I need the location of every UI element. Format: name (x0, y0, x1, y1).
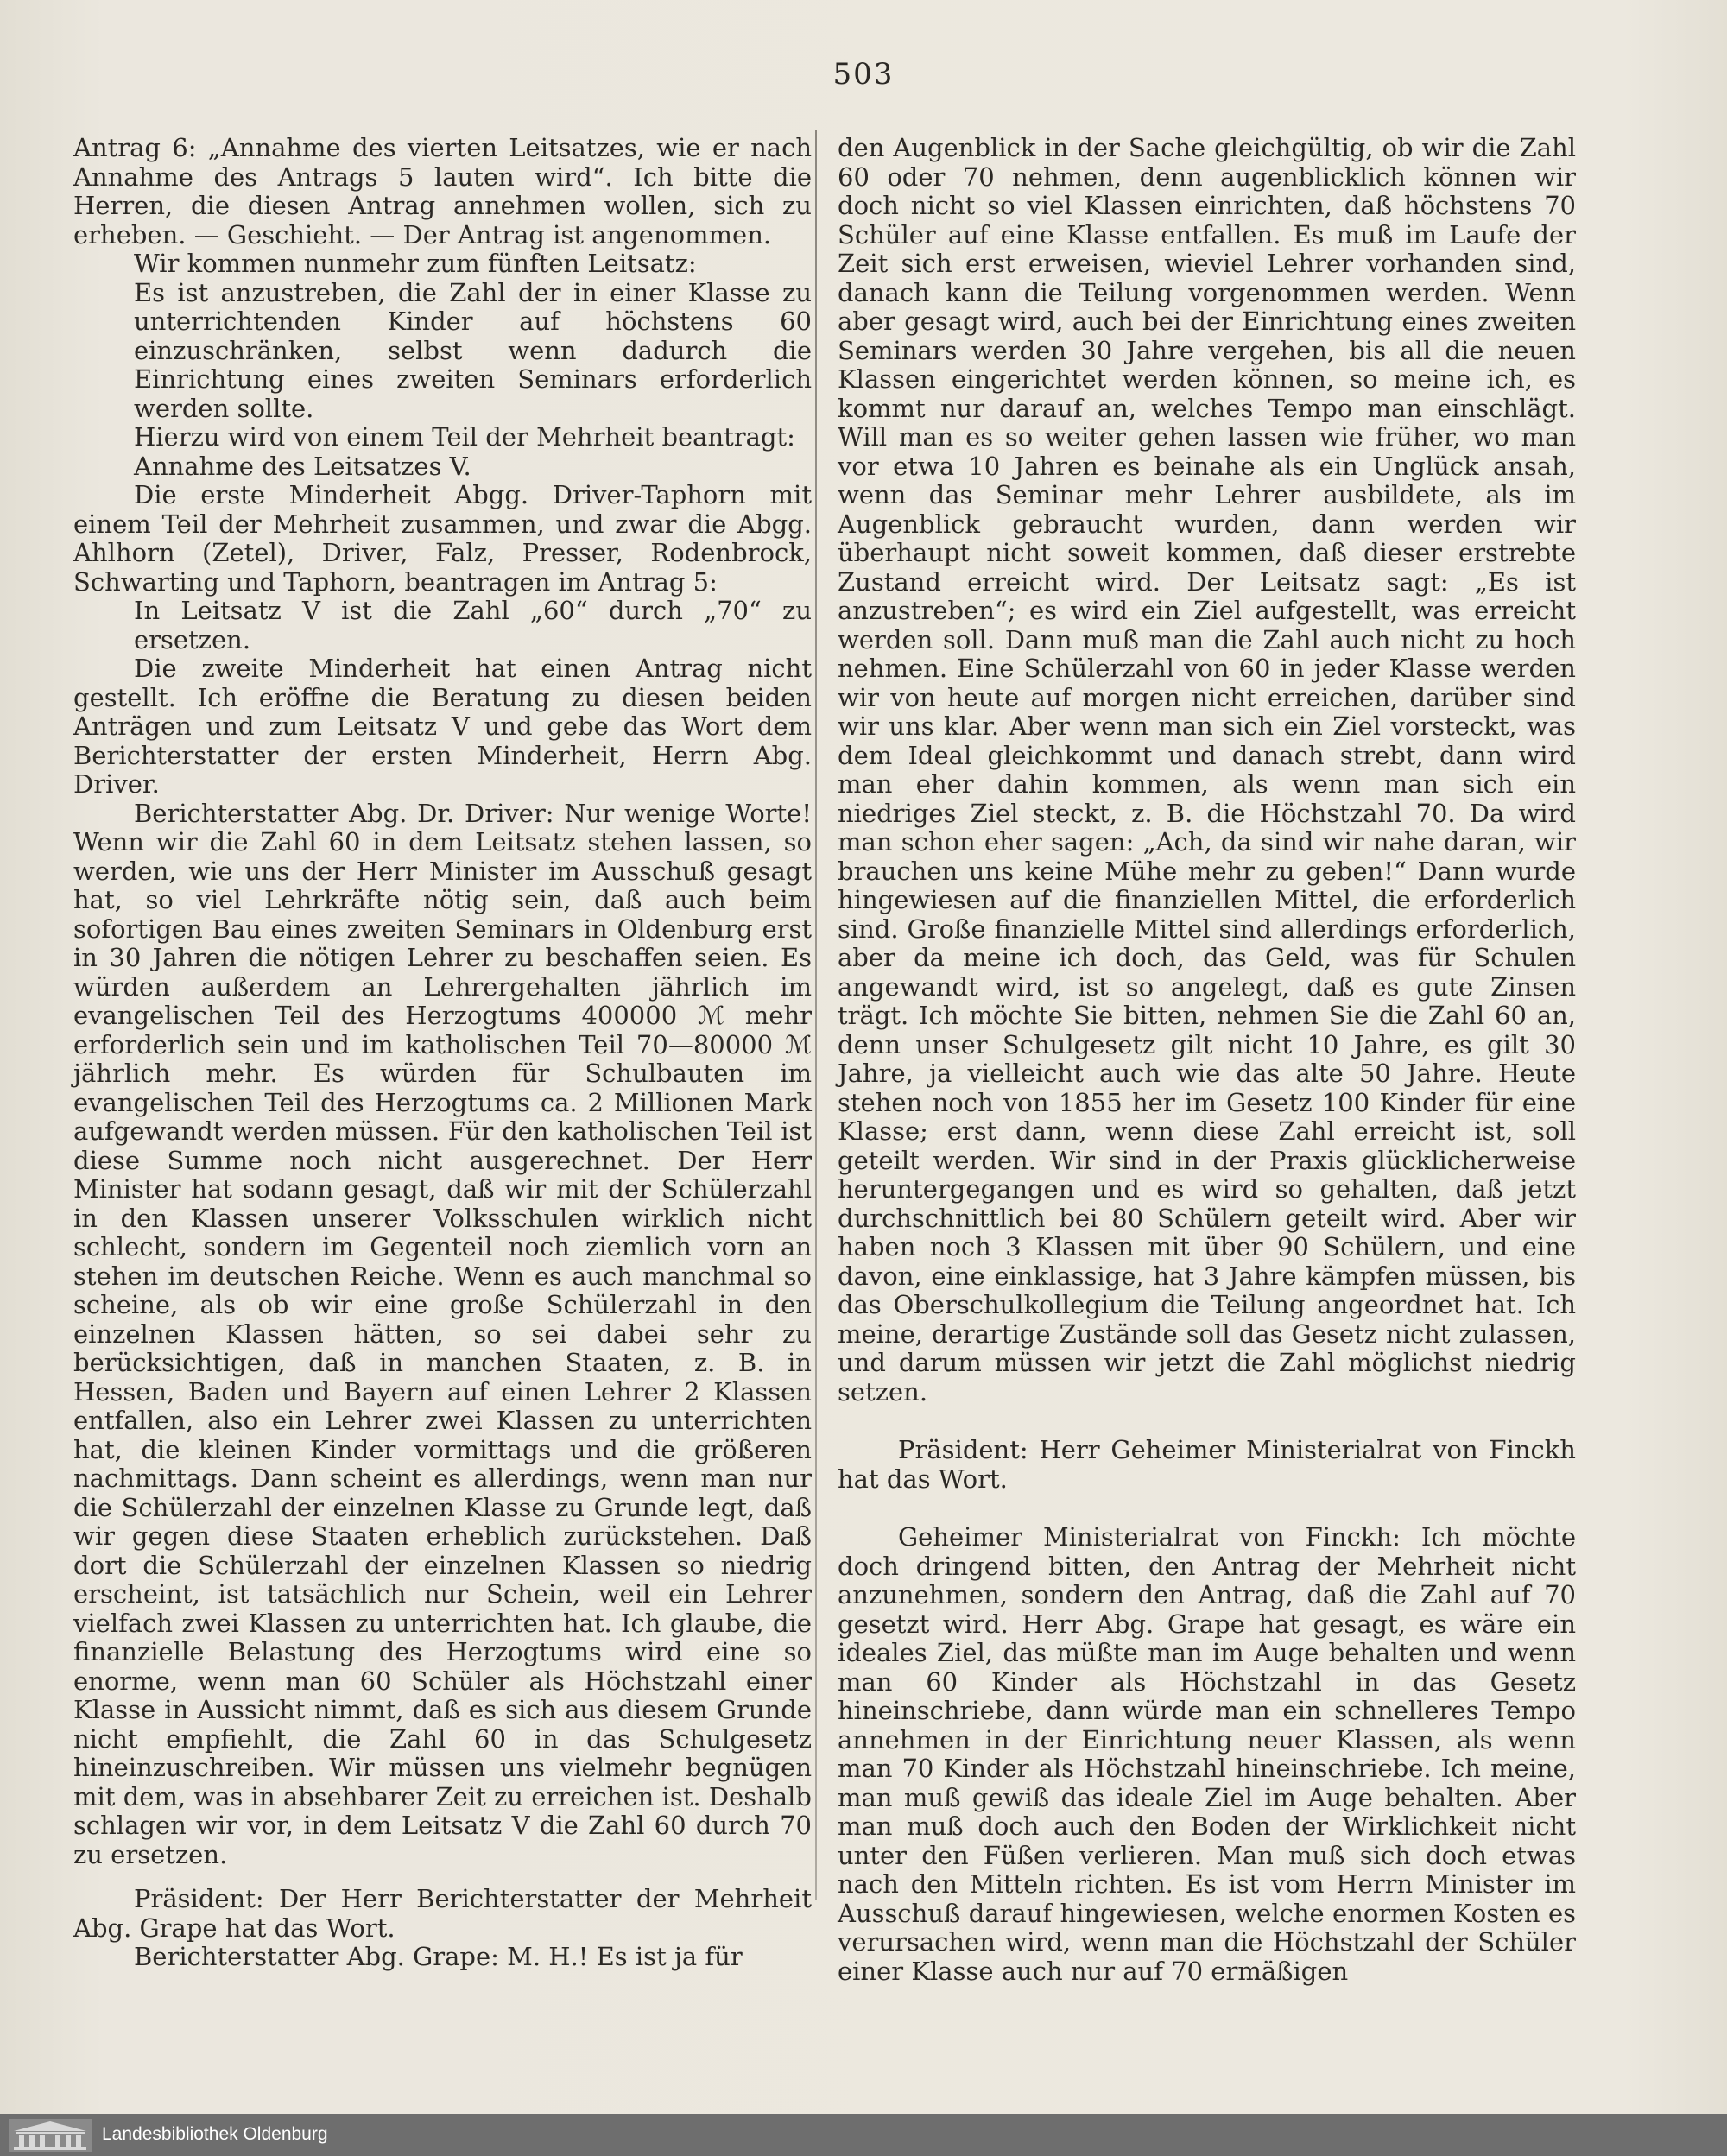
paragraph: Die zweite Minderheit hat einen Antrag nicht gestellt. Ich eröffne die Beratung zu diesen beiden Anträgen und zum Leitsatz V und gebe das Wort dem Berichterstatter der ersten Minderheit, Herrn Abg. Driver. (73, 654, 812, 799)
quoted-thesis: Es ist anzustreben, die Zahl der in einer Klasse zu unterrichtenden Kinder auf höchstens 60 einzuschränken, selbst wenn dadurch die Einrichtung eines zweiten Seminars erforderlich werden sollte. (134, 277, 812, 423)
speech-driver: Berichterstatter Abg. Dr. Driver: Nur wenige Worte! Wenn wir die Zahl 60 in dem Leitsatz stehen lassen, so werden, wie uns der Herr Minister im Ausschuß gesagt hat, so viel Lehrkräfte nötig sein, daß auch beim sofortigen Bau eines zweiten Seminars in Oldenburg erst in 30 Jahren die nötigen Lehrer zu beschaffen seien. Es würden außerdem an Lehrergehalten jährlich im evangelischen Teil des Herzogtums 400000 ℳ mehr erforderlich sein und im katholischen Teil 70—80000 ℳ jährlich mehr. Es würden für Schulbauten im evangelischen Teil des Herzogtums ca. 2 Millionen Mark aufgewandt werden müssen. Für den katholischen Teil ist diese Summe noch nicht ausgerechnet. Der Herr Minister hat sodann gesagt, daß wir mit der Schülerzahl in den Klassen unserer Volksschulen wirklich nicht schlecht, sondern im Gegenteil noch ziemlich vorn an stehen im deutschen Reiche. Wenn es auch manchmal so scheine, als ob wir eine große Schülerzahl in den einzelnen Klassen hätten, so sei dabei sehr zu berücksichtigen, daß in manchen Staaten, z. B. in Hessen, Baden und Bayern auf einen Lehrer 2 Klassen entfallen, also ein Lehrer zwei Klassen zu unterrichten hat, die kleinen Kinder vormittags und die größeren nachmittags. Dann scheint es allerdings, wenn man nur die Schülerzahl der einzelnen Klasse zu Grunde legt, daß wir gegen diese Staaten erheblich zurückstehen. Daß dort die Schülerzahl der einzelnen Klassen so niedrig erscheint, ist tatsächlich nur Schein, weil ein Lehrer vielfach zwei Klassen zu unterrichten hat. Ich glaube, die finanzielle Belastung des Herzogtums wird eine so enorme, wenn man 60 Schüler als Höchstzahl einer Klasse in Aussicht nimmt, daß es sich aus diesem Grunde nicht empfiehlt, die Zahl 60 in das Schulgesetz hineinzuschreiben. Wir müssen uns vielmehr begnügen mit dem, was in absehbarer Zeit zu erreichen ist. Deshalb schlagen wir vor, in dem Leitsatz V die Zahl 60 durch 70 zu ersetzen. (73, 798, 812, 1869)
page-number: 503 (832, 57, 895, 92)
column-divider (815, 130, 817, 1900)
speech-finckh: Geheimer Ministerialrat von Finckh: Ich möchte doch dringend bitten, den Antrag der Mehrheit nicht anzunehmen, sondern den Antrag, daß die Zahl auf 70 gesetzt wird. Herr Abg. Grape hat gesagt, es wäre ein ideales Ziel, das müßte man im Auge behalten und wenn man 60 Kinder als Höchstzahl in das Gesetz hineinschriebe, dann würde man ein schnelleres Tempo annehmen in der Einrichtung neuer Klassen, als wenn man 70 Kinder als Höchstzahl hineinschriebe. Ich meine, man muß gewiß das ideale Ziel im Auge behalten. Aber man muß doch auch den Boden der Wirklichkeit nicht unter den Füßen verlieren. Man muß sich doch etwas nach den Mitteln richten. Es ist vom Herrn Minister im Ausschuß darauf hingewiesen, welche enormen Kosten es verursachen wird, wenn man die Höchstzahl der Schüler einer Klasse auch nur auf 70 ermäßigen (838, 1522, 1576, 1986)
speech-president: Präsident: Der Herr Berichterstatter der Mehrheit Abg. Grape hat das Wort. (73, 1884, 812, 1943)
speech-president: Präsident: Herr Geheimer Ministerialrat von Finckh hat das Wort. (838, 1435, 1576, 1494)
library-footer (0, 2114, 1727, 2156)
right-column (838, 134, 1576, 1986)
library-building-icon (9, 2119, 92, 2152)
paragraph: den Augenblick in der Sache gleichgültig, ob wir die Zahl 60 oder 70 nehmen, denn augenblicklich können wir doch nicht so viel Klassen einrichten, daß höchstens 70 Schüler auf eine Klasse entfallen. Es muß im Laufe der Zeit sich erst erweisen, wieviel Lehrer vorhanden sind, danach kann die Teilung vorgenommen werden. Wenn aber gesagt wird, auch bei der Einrichtung eines zweiten Seminars werden 30 Jahre vergehen, bis all die neuen Klassen eingerichtet werden können, so meine ich, es kommt nur darauf an, welches Tempo man einschlägt. Will man es so weiter gehen lassen wie früher, wo man vor etwa 10 Jahren es beinahe als ein Unglück ansah, wenn das Seminar mehr Lehrer ausbildete, als im Augenblick gebraucht wurden, dann werden wir überhaupt nicht soweit kommen, daß dieser erstrebte Zustand erreicht wird. Der Leitsatz sagt: „Es ist anzustreben“; es wird ein Ziel aufgestellt, was erreicht werden soll. Dann muß man die Zahl auch nicht zu hoch nehmen. Eine Schülerzahl von 60 in jeder Klasse werden wir von heute auf morgen nicht erreichen, darüber sind wir uns klar. Aber wenn man sich ein Ziel vorsteckt, was dem Ideal gleichkommt und danach strebt, dann wird man eher dahin kommen, als wenn man sich ein niedriges Ziel steckt, z. B. die Höchstzahl 70. Da wird man schon eher sagen: „Ach, da sind wir nahe daran, wir brauchen uns keine Mühe mehr zu geben!“ Dann wurde hingewiesen auf die finanziellen Mittel, die erforderlich sind. Große finanzielle Mittel sind allerdings erforderlich, aber da meine ich doch, das Geld, was für Schulen angewandt wird, ist so angelegt, daß es gute Zinsen trägt. Ich möchte Sie bitten, nehmen Sie die Zahl 60 an, denn unser Schulgesetz gilt nicht 10 Jahre, es gilt 30 Jahre, ja vielleicht auch wie das alte 50 Jahre. Heute stehen noch von 1855 her im Gesetz 100 Kinder für eine Klasse; erst dann, wenn diese Zahl erreicht ist, soll geteilt werden. Wir sind in der Praxis glücklicherweise heruntergegangen und es wird so gehalten, daß jetzt durchschnittlich bei 80 Schülern geteilt wird. Aber wir haben noch 3 Klassen mit über 90 Schülern, und eine davon, eine einklassige, hat 3 Jahre kämpfen müssen, bis das Oberschulkollegium die Teilung angeordnet hat. Ich meine, derartige Zustände soll das Gesetz nicht zulassen, und darum müssen wir jetzt die Zahl möglichst niedrig setzen. (838, 133, 1576, 1407)
library-name: Landesbibliothek Oldenburg (102, 2124, 328, 2144)
speech-grape: Berichterstatter Abg. Grape: M. H.! Es ist ja für (134, 1942, 743, 1971)
paragraph: Antrag 6: „Annahme des vierten Leitsatzes, wie er nach Annahme des Antrags 5 lauten wird“. Ich bitte die Herren, die diesen Antrag annehmen wollen, sich zu erheben. — Geschieht. — Der Antrag ist angenommen. (73, 133, 812, 250)
paragraph: Hierzu wird von einem Teil der Mehrheit beantragt: (134, 422, 795, 452)
paragraph-heading: Wir kommen nunmehr zum fünften Leitsatz: (134, 249, 697, 278)
paragraph: Die erste Minderheit Abgg. Driver-Taphorn mit einem Teil der Mehrheit zusammen, und zwar die Abgg. Ahlhorn (Zetel), Driver, Falz, Presser, Rodenbrock, Schwarting und Taphorn, beantragen im Antrag 5: (73, 480, 812, 597)
left-column (73, 134, 812, 1972)
quoted-motion: In Leitsatz V ist die Zahl „60“ durch „70“ zu ersetzen. (134, 596, 812, 654)
quoted-motion: Annahme des Leitsatzes V. (134, 451, 471, 481)
